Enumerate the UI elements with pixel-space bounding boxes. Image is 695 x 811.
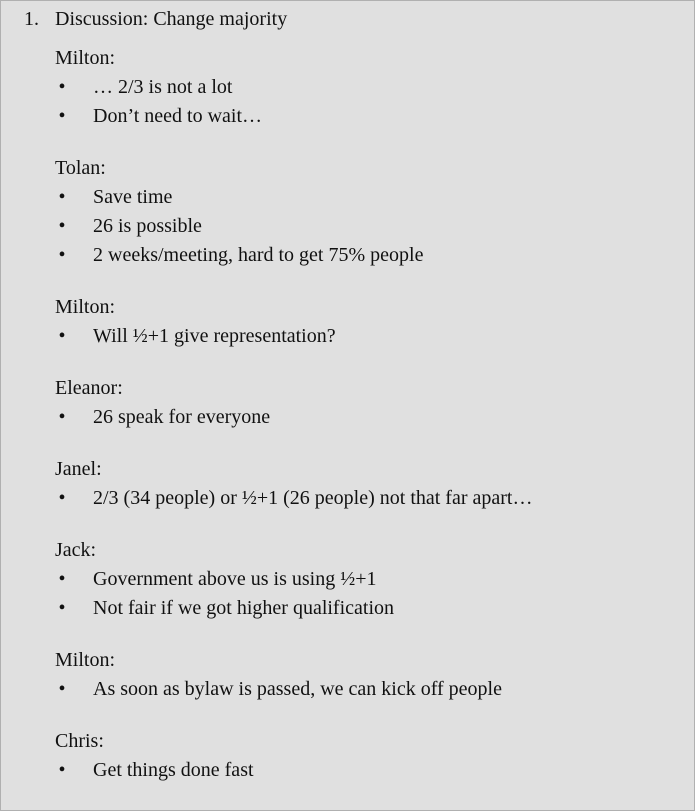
speaker-name: Jack: [55, 539, 97, 561]
speaker-name: Milton: [55, 47, 116, 69]
speaker-name: Tolan: [55, 157, 106, 179]
speaker-block [55, 727, 675, 785]
agenda-item-title: Discussion: Change majority [55, 8, 288, 30]
bullet-point [55, 484, 675, 513]
bullet-point [55, 212, 675, 241]
bullet-text: Government above us is using ½+1 [93, 568, 377, 590]
bullet-icon: • [58, 597, 66, 619]
bullet-text: … 2/3 is not a lot [93, 76, 233, 98]
bullet-point [55, 322, 675, 351]
bullet-list [55, 756, 675, 785]
speaker-name: Milton: [55, 649, 116, 671]
bullet-text: Not fair if we got higher qualification [93, 597, 395, 619]
bullet-point [55, 565, 675, 594]
bullet-point [55, 73, 675, 102]
speaker-block [55, 646, 675, 704]
speaker-name: Eleanor: [55, 377, 123, 399]
bullet-icon: • [58, 76, 66, 98]
speaker-block [55, 154, 675, 270]
bullet-list [55, 675, 675, 704]
speaker-block [55, 374, 675, 432]
bullet-point [55, 756, 675, 785]
bullet-list [55, 403, 675, 432]
bullet-text: 2 weeks/meeting, hard to get 75% people [93, 244, 424, 266]
bullet-icon: • [58, 105, 66, 127]
bullet-text: 2/3 (34 people) or ½+1 (26 people) not that far apart… [93, 487, 533, 509]
bullet-icon: • [58, 186, 66, 208]
bullet-point [55, 675, 675, 704]
agenda-item-number: 1. [24, 8, 39, 30]
bullet-list [55, 73, 675, 131]
bullet-point [55, 594, 675, 623]
discussion-notes [55, 44, 675, 808]
speaker-name: Milton: [55, 296, 116, 318]
speaker-block [55, 455, 675, 513]
speaker-block [55, 536, 675, 623]
bullet-icon: • [58, 215, 66, 237]
bullet-icon: • [58, 406, 66, 428]
bullet-list [55, 322, 675, 351]
bullet-point [55, 183, 675, 212]
bullet-text: Get things done fast [93, 759, 254, 781]
bullet-icon: • [58, 678, 66, 700]
bullet-icon: • [58, 325, 66, 347]
speaker-block [55, 44, 675, 131]
bullet-list [55, 565, 675, 623]
bullet-point [55, 241, 675, 270]
bullet-text: Will ½+1 give representation? [93, 325, 336, 347]
bullet-text: Don’t need to wait… [93, 105, 263, 127]
bullet-icon: • [58, 568, 66, 590]
bullet-text: Save time [93, 186, 173, 208]
bullet-icon: • [58, 487, 66, 509]
bullet-text: 26 speak for everyone [93, 406, 271, 428]
bullet-list [55, 484, 675, 513]
speaker-block [55, 293, 675, 351]
bullet-point [55, 403, 675, 432]
bullet-text: As soon as bylaw is passed, we can kick off people [93, 678, 502, 700]
bullet-list [55, 183, 675, 270]
bullet-icon: • [58, 759, 66, 781]
bullet-point [55, 102, 675, 131]
speaker-name: Janel: [55, 458, 102, 480]
bullet-text: 26 is possible [93, 215, 202, 237]
agenda-item-heading [24, 5, 287, 34]
bullet-icon: • [58, 244, 66, 266]
speaker-name: Chris: [55, 730, 104, 752]
